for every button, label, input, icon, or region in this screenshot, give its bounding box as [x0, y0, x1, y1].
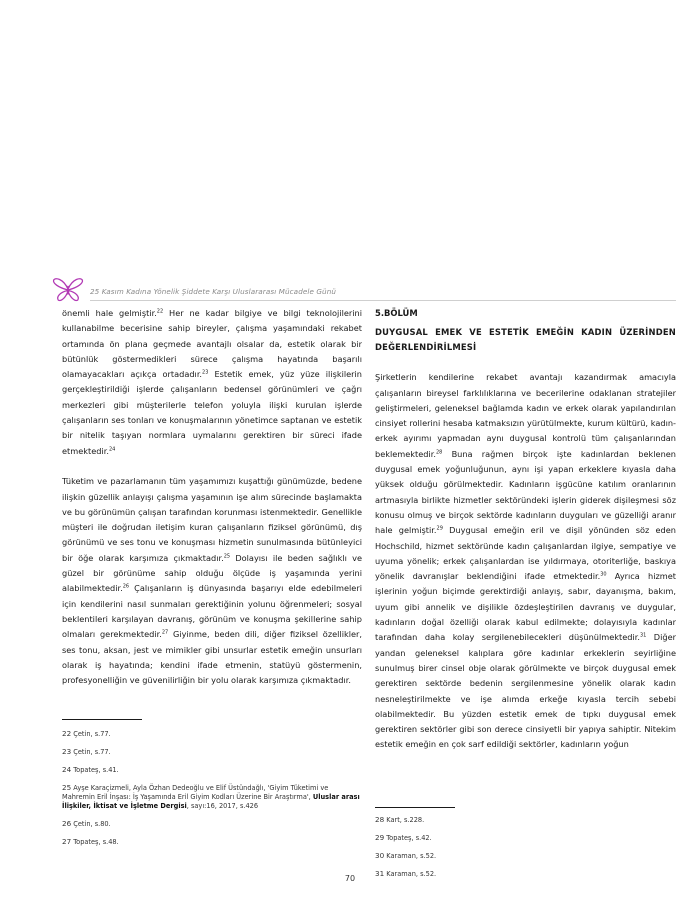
- footnote-marker: 22: [156, 308, 164, 315]
- body-paragraph: Tüketim ve pazarlamanın tüm yaşamımızı kuşattığı günümüzde, bedene ilişkin güzellik anlayışı çalışma yaşamının işe alım sürecinde başlamakta ve bu görünümün çalışan tarafından korunması istenmektedir. Genellikle müşteri ile doğrudan iletişim kuran çalışanların fiziksel görünümü, dış görünümü ve ses tonu ve konuşması hizmetin sunulmasında bütünleyici bir öğe olarak karşımıza çıkmaktadır.$^{25}$ Dolayısı ile beden sağlıklı ve güzel bir görünüme sahip olduğu ölçüde iş yaşamında yerini alabilmektedir.$^{26}$ Çalışanların iş dünyasında başarıyı elde edebilmeleri için kendilerini nasıl sunmaları gerektiğinin yolunu öğrenmeleri; sosyal beklentileri karşılayan davranış, görünüm ve konuşma şekillerine sahip olmaları gerekmektedir.$^{27}$ Giyinme, beden dili, diğer fiziksel özellikler, ses tonu, aksan, jest ve mimikler gibi unsurlar estetik emeğin unsurları olarak iş hayatında; kendini ifade etmenin, statüyü göstermenin, profesyonelliğin ve güvenilirliğin bir yolu olarak karşımıza çıkmaktadır.: [62, 476, 362, 686]
- footnote-number: 28: [375, 815, 385, 824]
- footnote: 25 Ayşe Karaçizmeli, Ayla Özhan Dedeoğlu ve Elif Üstündağlı, 'Giyim Tüketimi ve Mahremin Eril İnşası: İş Yaşamında Eril Giyim Kodları Üzerine Bir Araştırma', Uluslar arası İlişkiler, İktisat ve İşletme Dergisi, sayı:16, 2017, s.426: [62, 783, 360, 810]
- footnote: 26 Çetin, s.80.: [62, 819, 111, 828]
- footnote-marker: 25: [223, 553, 231, 560]
- footnote: 30 Karaman, s.52.: [375, 851, 437, 860]
- section-title: DUYGUSAL EMEK VE ESTETİK EMEĞİN KADIN ÜZERİNDEN DEĞERLENDİRİLMESİ: [375, 327, 676, 352]
- footnote-number: 23: [62, 747, 72, 756]
- footnotes-left: [62, 729, 362, 855]
- footnote-number: 25: [62, 783, 72, 792]
- footnote: 22 Çetin, s.77.: [62, 729, 111, 738]
- footnote-number: 29: [375, 833, 385, 842]
- footnote-number: 24: [62, 765, 72, 774]
- running-header: [52, 275, 676, 303]
- journal-title: Uluslar arası İlişkiler, İktisat ve İşletme Dergisi: [62, 793, 360, 810]
- body-paragraph: önemli hale gelmiştir.$^{22}$ Her ne kadar bilgiye ve bilgi teknolojilerini kullanabilme becerisine sahip bireyler, çalışma yaşamındaki rekabet ortamında ön plana geçmede avantajlı olsalar da, estetik olarak bir bütünlük göstermedikleri sürece çalışma hayatında başarılı olamayacakları açıkça ortadadır.$^{23}$ Estetik emek, yüz yüze ilişkilerin gerçekleştirildiği işlerde çalışanların bedensel görünümleri ve çağrı merkezleri gibi müşterilerle telefon yoluyla ilişki kurulan işlerde çalışanların ses tonları ve konuşmalarının yönetimce saptanan ve estetik bir nitelik taşıyan normlara uymalarını gerektiren bir süreci ifade etmektedir.$^{24}$: [62, 308, 362, 456]
- footnote-marker: 24: [108, 445, 116, 452]
- footnote-marker: 27: [161, 629, 169, 636]
- footnote-rule: [375, 807, 455, 808]
- left-column: [62, 306, 362, 688]
- footnote-marker: 28: [435, 449, 443, 456]
- footnote-marker: 29: [436, 525, 443, 532]
- footnote-marker: 31: [639, 632, 647, 639]
- footnote-number: 26: [62, 819, 72, 828]
- footnote-marker: 26: [122, 583, 130, 590]
- footnote: 29 Topateş, s.42.: [375, 833, 432, 842]
- body-paragraph: Şirketlerin kendilerine rekabet avantajı kazandırmak amacıyla çalışanların bireysel farklılıklarına ve becerilerine odaklanan stratejiler geliştirmeleri, geleneksel bağlamda kadın ve erkek olarak yapılandırılan cinsiyet rollerini hesaba katmaksızın yürütülmekte, kurum kültürü, kadın-erkek ayırımı yapmadan aynı duygusal kontrolü tüm çalışanlarından beklemektedir.$^{28}$ Buna rağmen birçok işte kadınlardan beklenen duygusal emek yoğunluğunun, aynı işi yapan erkeklere kıyasla daha yüksek olduğu görülmektedir. Kadınların işgücüne katılım oranlarının artmasıyla birlikte hizmetler sektöründeki işlerin giderek dişileşmesi söz konusu olmuş ve birçok sektörde kadınların duyguları ve güzelliği aranır hale gelmiştir.$^{29}$ Duygusal emeğin eril ve dişil yönünden söz eden Hochschild, hizmet sektöründe kadın çalışanlardan ilgiye, sempatiye ve uyuma yönelik; erkek çalışanlardan ise yıldırmaya, otoriterliğe, baskıya yönelik davranışlar beklendiğini ifade etmektedir.$^{30}$ Ayrıca hizmet işlerinin yoğun biçimde gerektirdiği anlayış, sabır, dayanışma, bakım, uyum gibi annelik ve dişilikle özdeşleştirilen davranış ve duygular, kadınların doğal özelliği olarak kabul edilmekte; dolayısıyla kadınlar tarafından daha kolay sergilenebilecekleri düşünülmektedir.$^{31}$ Diğer yandan geleneksel kalıplara göre kadınlar erkeklerin seyirliğine sunulmuş birer cinsel obje olarak görülmekte ve birçok duygusal emek gerektiren sektörde bedenin sergilenmesine yönelik olarak kadın nesneleştirilmekte ve işe alımda erkeğe kıyasla tercih sebebi olabilmektedir. Bu yüzden estetik emek de tıpkı duygusal emek gerektiren sektörler gibi son derece cinsiyetli bir yapıya sahiptir. Nitekim estetik emeğin en çok sarf edildiği sektörler, kadınların yoğun: [375, 372, 676, 750]
- header-title: 25 Kasım Kadına Yönelik Şiddete Karşı Uluslararası Mücadele Günü: [90, 287, 337, 296]
- footnote-marker: 23: [202, 369, 209, 376]
- footnote: 28 Kart, s.228.: [375, 815, 425, 824]
- footnote: 23 Çetin, s.77.: [62, 747, 111, 756]
- section-number: 5.BÖLÜM: [375, 308, 418, 318]
- header-rule: [90, 300, 676, 301]
- footnote-number: 30: [375, 851, 385, 860]
- butterfly-icon: [52, 275, 84, 303]
- footnote-number: 22: [62, 729, 72, 738]
- footnote-marker: 30: [600, 571, 607, 578]
- footnote-number: 31: [375, 869, 385, 878]
- page-number: 70: [344, 874, 356, 883]
- footnote: 31 Karaman, s.52.: [375, 869, 437, 878]
- right-column: [375, 306, 676, 753]
- footnote: 27 Topateş, s.48.: [62, 837, 119, 846]
- footnote-rule: [62, 719, 142, 720]
- footnote-number: 27: [62, 837, 72, 846]
- footnote: 24 Topateş, s.41.: [62, 765, 119, 774]
